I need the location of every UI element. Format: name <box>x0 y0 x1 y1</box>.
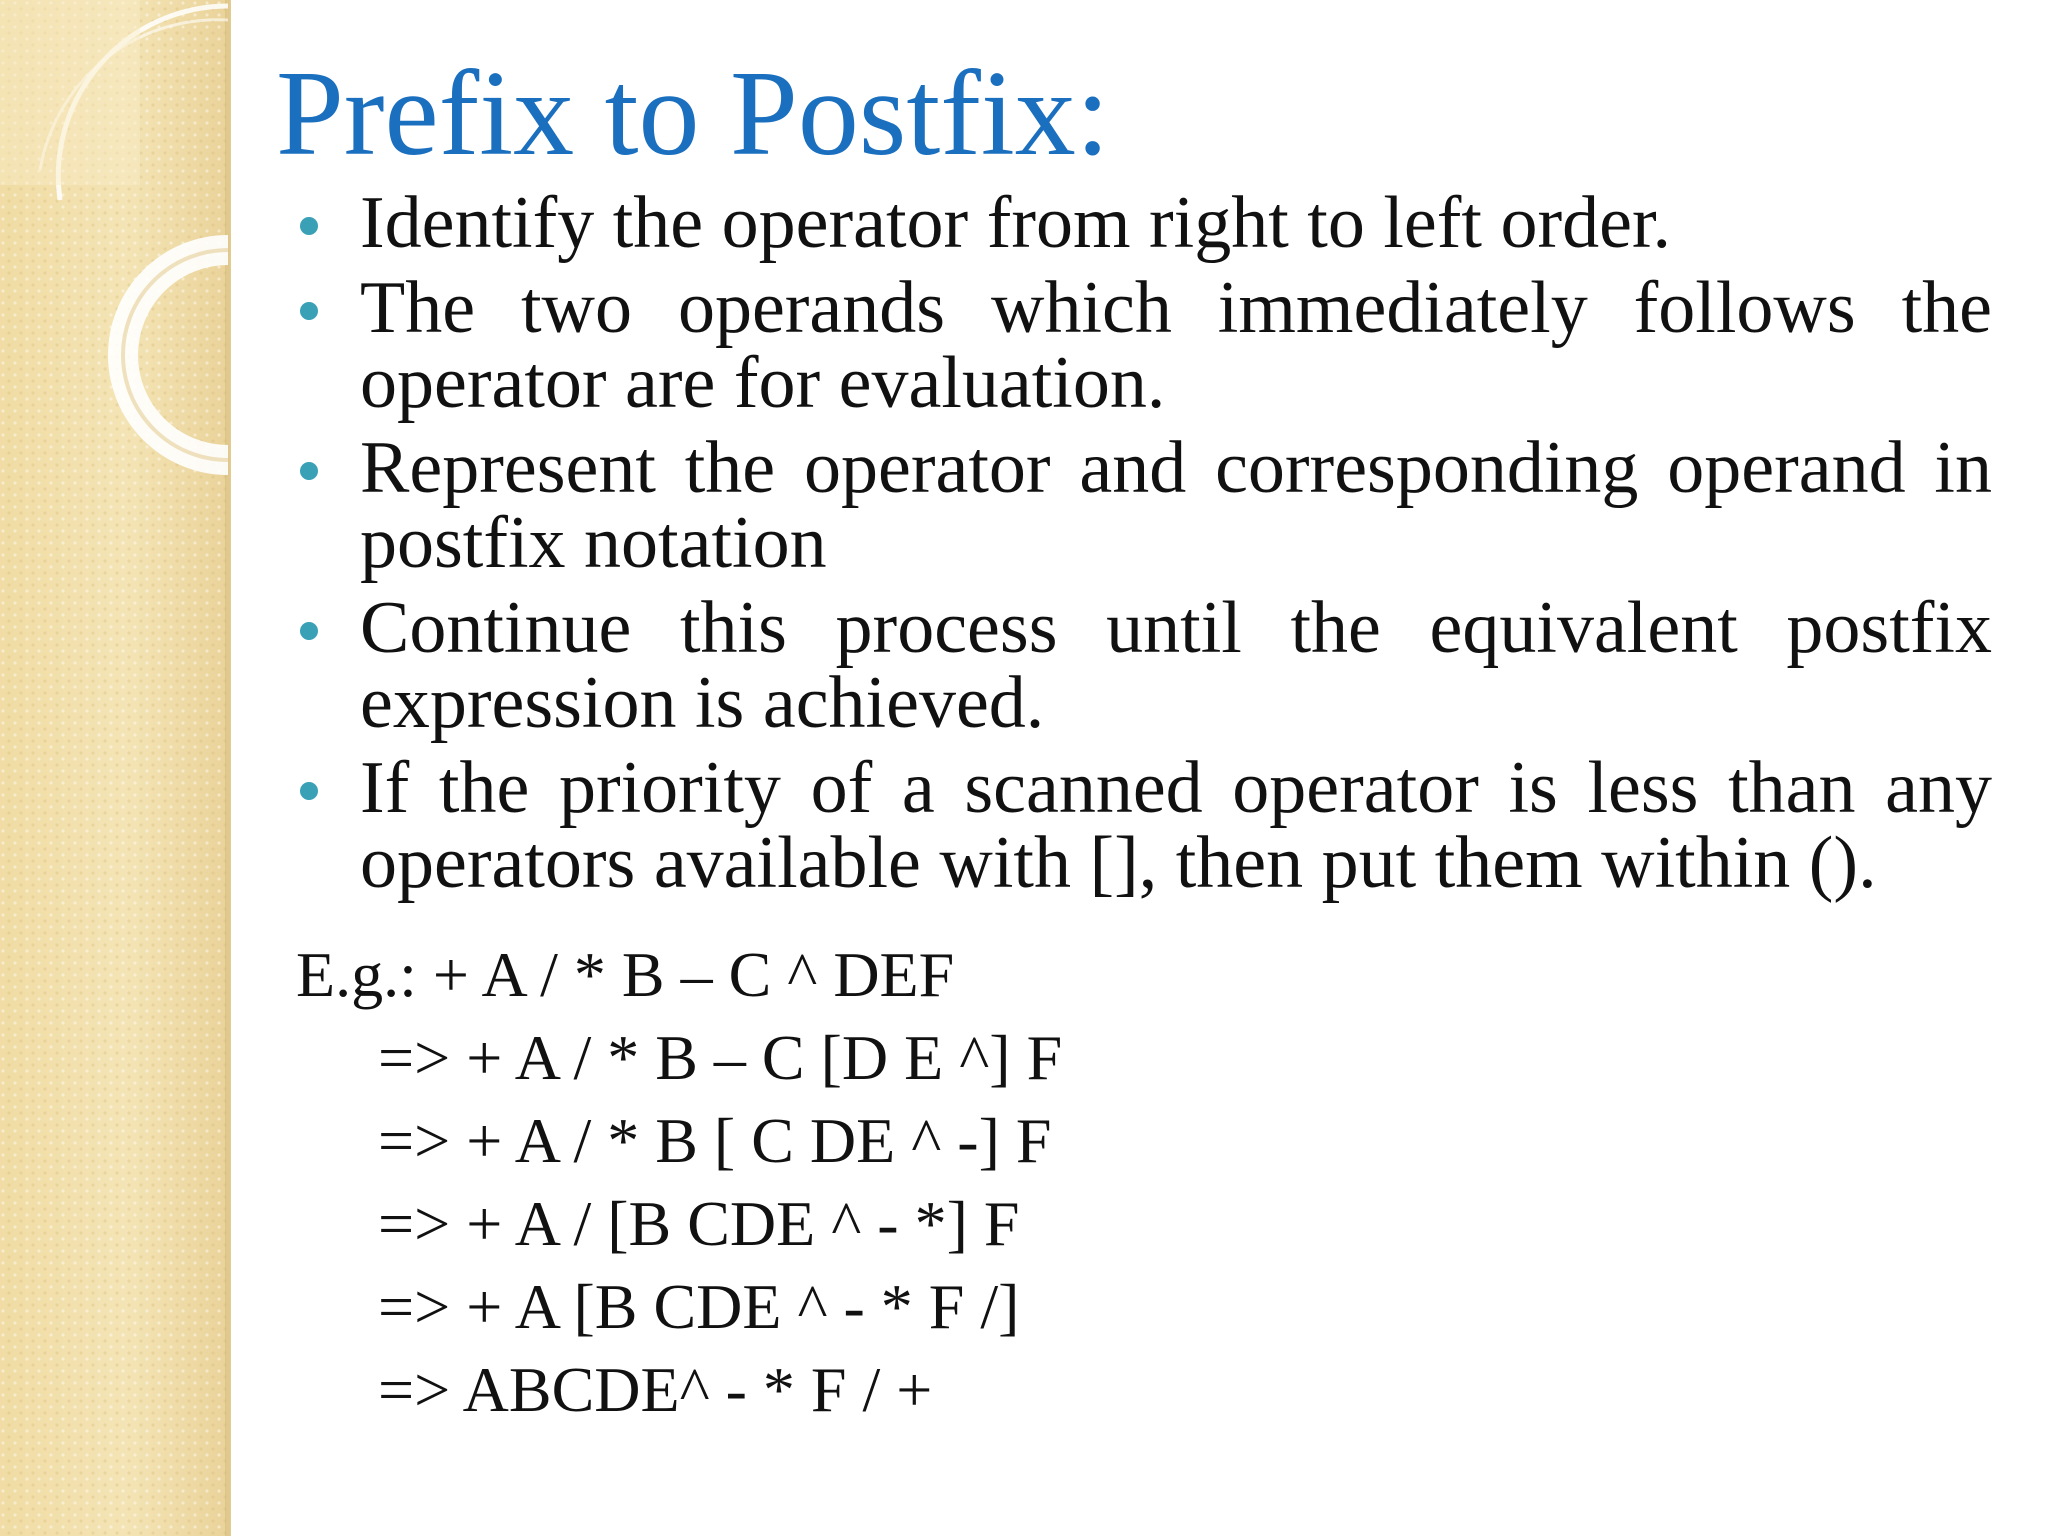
bullet-dot-icon <box>300 217 318 235</box>
conversion-step: => + A / [B CDE ^ - *] F <box>378 1188 1020 1259</box>
conversion-step: => + A / * B [ C DE ^ -] F <box>378 1105 1052 1176</box>
bullet-item <box>300 587 1992 744</box>
conversion-step: => ABCDE^ - * F / + <box>378 1354 933 1425</box>
example-expression: E.g.: + A / * B – C ^ DEF <box>296 939 955 1010</box>
conversion-step: => + A [B CDE ^ - * F /] <box>378 1271 1020 1342</box>
bullet-item <box>300 427 1992 584</box>
bullet-text: If the priority of a scanned operator is less than any operators available with [], then put them within (). <box>360 747 1992 904</box>
conversion-steps <box>378 1016 1062 1431</box>
bullet-list <box>300 182 1992 911</box>
slide-title: Prefix to Postfix: <box>276 46 1110 181</box>
bullet-dot-icon <box>300 302 318 320</box>
bullet-text: Represent the operator and corresponding operand in postfix notation <box>360 427 1992 584</box>
bullet-dot-icon <box>300 622 318 640</box>
bullet-text: Identify the operator from right to left order. <box>360 182 1672 264</box>
bullet-dot-icon <box>300 782 318 800</box>
bullet-dot-icon <box>300 462 318 480</box>
bullet-item <box>300 182 1992 264</box>
decorative-side-strip <box>0 0 231 1536</box>
conversion-step: => + A / * B – C [D E ^] F <box>378 1022 1063 1093</box>
bullet-item <box>300 267 1992 424</box>
bullet-item <box>300 747 1992 904</box>
bullet-text: Continue this process until the equivalent postfix expression is achieved. <box>360 587 1992 744</box>
bullet-text: The two operands which immediately follows the operator are for evaluation. <box>360 267 1992 424</box>
